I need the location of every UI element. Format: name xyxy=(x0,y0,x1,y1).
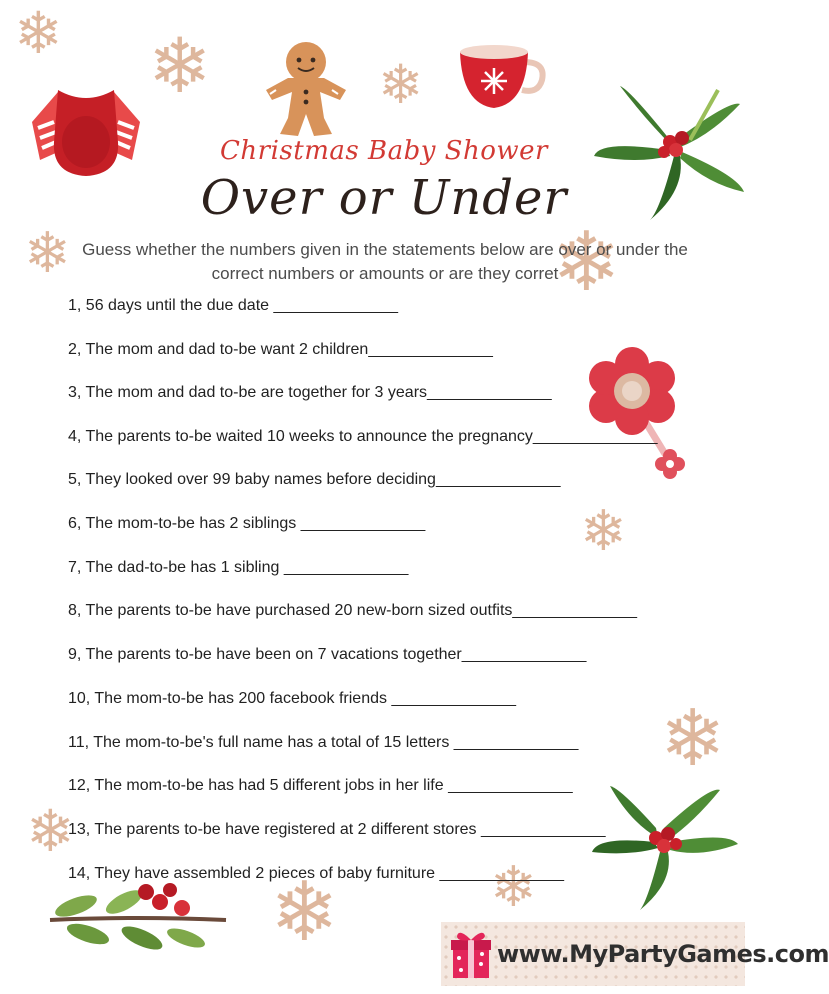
snowflake-icon: ❄ xyxy=(14,0,63,67)
statement-11: 11, The mom-to-be's full name has a total of 15 letters ______________ xyxy=(68,734,579,751)
mistletoe-icon xyxy=(46,880,230,956)
statement-4: 4, The parents to-be waited 10 weeks to announce the pregnancy______________ xyxy=(68,428,658,445)
website-link[interactable]: www.MyPartyGames.com xyxy=(497,940,829,968)
snowflake-icon: ❄ xyxy=(270,865,339,960)
statement-6: 6, The mom-to-be has 2 siblings ______________ xyxy=(68,515,426,532)
page-title: Over or Under xyxy=(200,170,568,226)
statement-3: 3, The mom and dad to-be are together for 3 years______________ xyxy=(68,384,552,401)
statement-13: 13, The parents to-be have registered at 2 different stores ______________ xyxy=(68,821,606,838)
gift-icon xyxy=(449,928,493,980)
statement-8: 8, The parents to-be have purchased 20 new-born sized outfits______________ xyxy=(68,602,637,619)
snowflake-icon: ❄ xyxy=(660,694,726,784)
snowflake-icon: ❄ xyxy=(24,221,71,286)
website-banner[interactable] xyxy=(441,922,829,986)
snowflake-icon: ❄ xyxy=(552,215,621,310)
baby-rattle-icon xyxy=(588,346,698,482)
statement-7: 7, The dad-to-be has 1 sibling ______________ xyxy=(68,559,409,576)
subtitle: Christmas Baby Shower xyxy=(220,136,548,166)
statement-9: 9, The parents to-be have been on 7 vacations together______________ xyxy=(68,646,587,663)
snowflake-icon: ❄ xyxy=(26,797,75,865)
statement-10: 10, The mom-to-be has 200 facebook friends ______________ xyxy=(68,690,517,707)
snowflake-icon: ❄ xyxy=(580,499,627,564)
statement-5: 5, They looked over 99 baby names before deciding______________ xyxy=(68,471,561,488)
snowflake-icon: ❄ xyxy=(378,53,424,116)
statement-2: 2, The mom and dad to-be want 2 children______________ xyxy=(68,341,493,358)
teacup-icon xyxy=(456,42,548,118)
snowflake-icon: ❄ xyxy=(490,855,537,920)
holly-icon xyxy=(590,782,740,912)
snowflake-icon: ❄ xyxy=(148,21,212,110)
instructions: Guess whether the numbers given in the statements below are over or under the correct numbers or amounts or are they corret xyxy=(82,240,688,283)
gingerbread-man-icon xyxy=(258,38,354,138)
statement-14: 14, They have assembled 2 pieces of baby furniture ______________ xyxy=(68,865,565,882)
statement-12: 12, The mom-to-be has had 5 different jobs in her life ______________ xyxy=(68,777,573,794)
statement-1: 1, 56 days until the due date ______________ xyxy=(68,297,399,314)
